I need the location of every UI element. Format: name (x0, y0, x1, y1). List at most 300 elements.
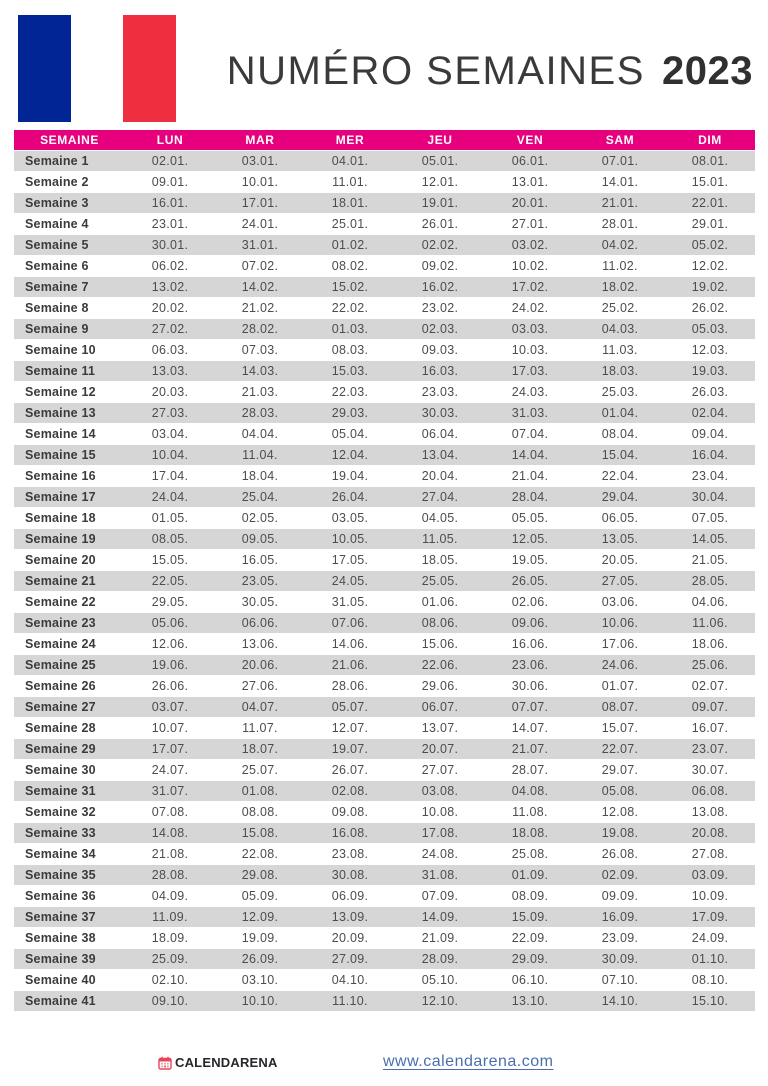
date-cell: 22.09. (511, 931, 549, 945)
table-row (14, 487, 755, 507)
week-label: Semaine 37 (14, 907, 125, 927)
page-title (227, 51, 753, 91)
date-cell: 26.03. (691, 385, 729, 399)
date-cell: 22.04. (601, 469, 639, 483)
table-row (14, 529, 755, 549)
date-cell: 14.03. (215, 361, 305, 381)
date-cell: 30.08. (305, 865, 395, 885)
date-cell: 06.06. (215, 613, 305, 633)
week-label: Semaine 32 (25, 805, 96, 819)
date-cell: 07.04. (511, 427, 549, 441)
week-label: Semaine 8 (25, 301, 89, 315)
date-cell: 15.02. (305, 277, 395, 297)
date-cell: 15.01. (691, 175, 729, 189)
date-cell: 16.07. (691, 721, 729, 735)
date-cell: 02.02. (395, 235, 485, 255)
date-cell: 30.06. (511, 679, 549, 693)
date-cell: 31.01. (215, 235, 305, 255)
date-cell: 24.02. (511, 301, 549, 315)
date-cell: 15.03. (305, 361, 395, 381)
date-cell: 22.08. (241, 847, 279, 861)
page-title-year: 2023 (662, 49, 753, 93)
date-cell: 12.05. (485, 529, 575, 549)
table-row (14, 277, 755, 297)
table-row (14, 424, 755, 444)
date-cell: 21.07. (485, 739, 575, 759)
table-row (14, 466, 755, 486)
date-cell: 18.02. (575, 277, 665, 297)
week-label: Semaine 15 (14, 445, 125, 465)
date-cell: 10.04. (125, 445, 215, 465)
date-cell: 23.04. (691, 469, 729, 483)
date-cell: 13.08. (691, 805, 729, 819)
date-cell: 03.03. (485, 319, 575, 339)
date-cell: 18.06. (691, 637, 729, 651)
table-row (14, 361, 755, 381)
date-cell: 21.08. (151, 847, 189, 861)
table-row (14, 802, 755, 822)
date-cell: 26.04. (305, 487, 395, 507)
date-cell: 26.08. (601, 847, 639, 861)
table-row (14, 508, 755, 528)
date-cell: 16.05. (241, 553, 279, 567)
table-row (14, 172, 755, 192)
table-row (14, 928, 755, 948)
date-cell: 28.01. (601, 217, 639, 231)
date-cell: 14.07. (511, 721, 549, 735)
week-label: Semaine 21 (14, 571, 125, 591)
date-cell: 07.02. (241, 259, 279, 273)
date-cell: 13.04. (395, 445, 485, 465)
date-cell: 01.03. (305, 319, 395, 339)
date-cell: 25.01. (331, 217, 369, 231)
date-cell: 29.03. (305, 403, 395, 423)
date-cell: 23.09. (601, 931, 639, 945)
date-cell: 03.10. (241, 973, 279, 987)
date-cell: 12.06. (151, 637, 189, 651)
date-cell: 25.04. (215, 487, 305, 507)
brand-logo (158, 1055, 278, 1070)
flag-red-stripe (123, 15, 176, 122)
date-cell: 30.01. (125, 235, 215, 255)
week-label: Semaine 25 (14, 655, 125, 675)
table-row (14, 886, 755, 906)
date-cell: 05.02. (665, 235, 755, 255)
date-cell: 24.01. (241, 217, 279, 231)
week-label: Semaine 5 (14, 235, 125, 255)
date-cell: 13.02. (125, 277, 215, 297)
date-cell: 16.03. (395, 361, 485, 381)
date-cell: 02.03. (395, 319, 485, 339)
date-cell: 20.08. (665, 823, 755, 843)
date-cell: 26.09. (215, 949, 305, 969)
date-cell: 28.07. (511, 763, 549, 777)
week-label: Semaine 7 (14, 277, 125, 297)
date-cell: 06.07. (395, 697, 485, 717)
date-cell: 04.06. (691, 595, 729, 609)
date-cell: 27.08. (691, 847, 729, 861)
table-row (14, 382, 755, 402)
date-cell: 21.05. (691, 553, 729, 567)
date-cell: 04.01. (305, 151, 395, 171)
date-cell: 25.08. (511, 847, 549, 861)
week-label: Semaine 29 (14, 739, 125, 759)
week-label: Semaine 35 (14, 865, 125, 885)
table-row (14, 235, 755, 255)
date-cell: 12.10. (395, 991, 485, 1011)
date-cell: 09.02. (421, 259, 459, 273)
date-cell: 09.04. (691, 427, 729, 441)
date-cell: 14.10. (575, 991, 665, 1011)
date-cell: 19.04. (331, 469, 369, 483)
date-cell: 23.07. (665, 739, 755, 759)
date-cell: 22.06. (395, 655, 485, 675)
date-cell: 13.07. (421, 721, 459, 735)
date-cell: 27.06. (241, 679, 279, 693)
date-cell: 13.09. (305, 907, 395, 927)
date-cell: 12.02. (691, 259, 729, 273)
date-cell: 06.09. (331, 889, 369, 903)
date-cell: 08.04. (601, 427, 639, 441)
date-cell: 20.07. (395, 739, 485, 759)
date-cell: 04.02. (575, 235, 665, 255)
date-cell: 01.06. (421, 595, 459, 609)
date-cell: 05.03. (665, 319, 755, 339)
date-cell: 07.01. (575, 151, 665, 171)
week-label: Semaine 9 (14, 319, 125, 339)
week-label: Semaine 23 (14, 613, 125, 633)
date-cell: 28.02. (215, 319, 305, 339)
date-cell: 22.05. (125, 571, 215, 591)
date-cell: 17.07. (125, 739, 215, 759)
date-cell: 17.04. (151, 469, 189, 483)
date-cell: 02.09. (575, 865, 665, 885)
date-cell: 01.10. (665, 949, 755, 969)
date-cell: 17.06. (601, 637, 639, 651)
date-cell: 26.01. (421, 217, 459, 231)
date-cell: 02.06. (511, 595, 549, 609)
date-cell: 28.09. (395, 949, 485, 969)
date-cell: 12.03. (691, 343, 729, 357)
table-row (14, 256, 755, 276)
date-cell: 18.09. (151, 931, 189, 945)
date-cell: 17.09. (665, 907, 755, 927)
date-cell: 24.09. (691, 931, 729, 945)
date-cell: 05.07. (305, 697, 395, 717)
table-row (14, 865, 755, 885)
date-cell: 15.10. (665, 991, 755, 1011)
date-cell: 08.09. (511, 889, 549, 903)
date-cell: 10.03. (511, 343, 549, 357)
date-cell: 24.08. (421, 847, 459, 861)
date-cell: 11.07. (242, 721, 278, 735)
date-cell: 15.05. (151, 553, 189, 567)
date-cell: 15.08. (215, 823, 305, 843)
date-cell: 20.03. (151, 385, 189, 399)
date-cell: 13.01. (511, 175, 549, 189)
date-cell: 28.08. (125, 865, 215, 885)
table-row (14, 445, 755, 465)
date-cell: 16.04. (665, 445, 755, 465)
date-cell: 19.05. (511, 553, 549, 567)
date-cell: 04.03. (575, 319, 665, 339)
date-cell: 13.05. (575, 529, 665, 549)
date-cell: 12.04. (305, 445, 395, 465)
date-cell: 06.03. (151, 343, 189, 357)
date-cell: 24.05. (305, 571, 395, 591)
date-cell: 23.02. (421, 301, 459, 315)
date-cell: 10.06. (575, 613, 665, 633)
date-cell: 18.08. (485, 823, 575, 843)
week-label: Semaine 12 (25, 385, 96, 399)
date-cell: 10.01. (241, 175, 279, 189)
date-cell: 19.06. (125, 655, 215, 675)
week-label: Semaine 31 (14, 781, 125, 801)
date-cell: 18.01. (305, 193, 395, 213)
table-row (14, 592, 755, 612)
date-cell: 24.06. (575, 655, 665, 675)
date-cell: 03.07. (125, 697, 215, 717)
date-cell: 14.01. (601, 175, 639, 189)
table-row (14, 949, 755, 969)
date-cell: 10.09. (691, 889, 729, 903)
table-row (14, 844, 755, 864)
website-link[interactable]: www.calendarena.com (383, 1053, 554, 1070)
date-cell: 11.02. (602, 259, 638, 273)
date-cell: 29.06. (421, 679, 459, 693)
date-cell: 28.03. (215, 403, 305, 423)
date-cell: 29.09. (485, 949, 575, 969)
date-cell: 27.09. (305, 949, 395, 969)
date-cell: 25.02. (601, 301, 639, 315)
date-cell: 11.04. (215, 445, 305, 465)
week-label: Semaine 20 (25, 553, 96, 567)
table-row (14, 151, 755, 171)
date-cell: 26.07. (331, 763, 369, 777)
date-cell: 16.01. (125, 193, 215, 213)
date-cell: 24.04. (125, 487, 215, 507)
date-cell: 19.09. (241, 931, 279, 945)
date-cell: 10.10. (215, 991, 305, 1011)
date-cell: 05.10. (421, 973, 459, 987)
date-cell: 08.02. (331, 259, 369, 273)
date-cell: 09.05. (215, 529, 305, 549)
date-cell: 01.02. (305, 235, 395, 255)
date-cell: 28.05. (665, 571, 755, 591)
date-cell: 07.07. (485, 697, 575, 717)
date-cell: 07.09. (421, 889, 459, 903)
date-cell: 27.05. (575, 571, 665, 591)
date-cell: 10.02. (511, 259, 549, 273)
week-label: Semaine 27 (14, 697, 125, 717)
date-cell: 04.10. (331, 973, 369, 987)
date-cell: 29.01. (691, 217, 729, 231)
flag-blue-stripe (18, 15, 71, 122)
date-cell: 21.02. (241, 301, 279, 315)
page-title-main: NUMÉRO SEMAINES (226, 49, 645, 93)
date-cell: 10.05. (305, 529, 395, 549)
date-cell: 02.08. (305, 781, 395, 801)
week-label: Semaine 2 (25, 175, 89, 189)
date-cell: 14.04. (485, 445, 575, 465)
date-cell: 20.05. (601, 553, 639, 567)
date-cell: 30.07. (691, 763, 729, 777)
week-label: Semaine 33 (14, 823, 125, 843)
table-row (14, 697, 755, 717)
date-cell: 17.03. (485, 361, 575, 381)
date-cell: 24.07. (151, 763, 189, 777)
table-row (14, 613, 755, 633)
table-row (14, 991, 755, 1011)
date-cell: 05.06. (125, 613, 215, 633)
column-header-mar: MAR (215, 130, 305, 150)
table-row (14, 571, 755, 591)
week-label: Semaine 6 (25, 259, 89, 273)
date-cell: 27.07. (421, 763, 459, 777)
column-header-jeu: JEU (395, 130, 485, 150)
week-label: Semaine 36 (25, 889, 96, 903)
date-cell: 09.03. (421, 343, 459, 357)
date-cell: 14.06. (331, 637, 369, 651)
date-cell: 07.05. (691, 511, 729, 525)
week-label: Semaine 34 (25, 847, 96, 861)
date-cell: 01.08. (215, 781, 305, 801)
date-cell: 03.08. (395, 781, 485, 801)
date-cell: 09.01. (151, 175, 189, 189)
week-label: Semaine 40 (25, 973, 96, 987)
date-cell: 16.06. (511, 637, 549, 651)
date-cell: 27.03. (125, 403, 215, 423)
date-cell: 16.02. (395, 277, 485, 297)
date-cell: 03.02. (485, 235, 575, 255)
date-cell: 11.08. (512, 805, 548, 819)
date-cell: 15.07. (601, 721, 639, 735)
week-label: Semaine 18 (25, 511, 96, 525)
week-label: Semaine 3 (14, 193, 125, 213)
calendar-icon (158, 1056, 172, 1070)
date-cell: 25.06. (665, 655, 755, 675)
date-cell: 31.07. (125, 781, 215, 801)
page-footer (0, 1046, 768, 1086)
date-cell: 11.05. (395, 529, 485, 549)
date-cell: 15.09. (485, 907, 575, 927)
date-cell: 24.03. (511, 385, 549, 399)
week-label: Semaine 22 (25, 595, 96, 609)
table-row (14, 403, 755, 423)
table-row (14, 319, 755, 339)
table-row (14, 298, 755, 318)
week-label: Semaine 16 (25, 469, 96, 483)
date-cell: 09.06. (485, 613, 575, 633)
date-cell: 18.03. (575, 361, 665, 381)
week-label: Semaine 28 (25, 721, 96, 735)
date-cell: 01.07. (601, 679, 639, 693)
date-cell: 21.03. (241, 385, 279, 399)
date-cell: 21.06. (305, 655, 395, 675)
week-label: Semaine 14 (25, 427, 96, 441)
date-cell: 11.06. (665, 613, 755, 633)
column-header-dim: DIM (665, 130, 755, 150)
date-cell: 08.03. (331, 343, 369, 357)
date-cell: 14.08. (125, 823, 215, 843)
date-cell: 19.07. (305, 739, 395, 759)
date-cell: 20.06. (215, 655, 305, 675)
week-label: Semaine 30 (25, 763, 96, 777)
table-row (14, 739, 755, 759)
date-cell: 10.08. (421, 805, 459, 819)
table-row (14, 718, 755, 738)
column-header-semaine: SEMAINE (14, 130, 125, 150)
week-label: Semaine 38 (25, 931, 96, 945)
date-cell: 28.04. (485, 487, 575, 507)
column-header-sam: SAM (575, 130, 665, 150)
column-header-ven: VEN (485, 130, 575, 150)
week-label: Semaine 19 (14, 529, 125, 549)
date-cell: 06.04. (421, 427, 459, 441)
date-cell: 04.05. (421, 511, 459, 525)
date-cell: 13.10. (485, 991, 575, 1011)
date-cell: 15.04. (575, 445, 665, 465)
date-cell: 03.05. (331, 511, 369, 525)
date-cell: 01.04. (575, 403, 665, 423)
date-cell: 09.10. (125, 991, 215, 1011)
date-cell: 08.10. (691, 973, 729, 987)
date-cell: 20.09. (331, 931, 369, 945)
date-cell: 23.08. (331, 847, 369, 861)
date-cell: 05.01. (395, 151, 485, 171)
date-cell: 25.07. (241, 763, 279, 777)
date-cell: 07.08. (151, 805, 189, 819)
france-flag (18, 15, 176, 122)
date-cell: 06.08. (665, 781, 755, 801)
table-row (14, 781, 755, 801)
week-label: Semaine 13 (14, 403, 125, 423)
date-cell: 08.08. (241, 805, 279, 819)
week-label: Semaine 17 (14, 487, 125, 507)
date-cell: 27.04. (395, 487, 485, 507)
date-cell: 08.01. (665, 151, 755, 171)
date-cell: 28.06. (331, 679, 369, 693)
date-cell: 05.09. (241, 889, 279, 903)
date-cell: 04.07. (215, 697, 305, 717)
date-cell: 11.03. (602, 343, 638, 357)
table-row (14, 634, 755, 654)
date-cell: 23.06. (485, 655, 575, 675)
date-cell: 26.02. (691, 301, 729, 315)
week-label: Semaine 10 (25, 343, 96, 357)
date-cell: 07.03. (241, 343, 279, 357)
date-cell: 22.02. (331, 301, 369, 315)
week-label: Semaine 26 (25, 679, 96, 693)
date-cell: 02.07. (691, 679, 729, 693)
date-cell: 14.09. (395, 907, 485, 927)
date-cell: 03.09. (665, 865, 755, 885)
date-cell: 21.09. (421, 931, 459, 945)
date-cell: 17.08. (395, 823, 485, 843)
date-cell: 17.01. (215, 193, 305, 213)
date-cell: 12.08. (601, 805, 639, 819)
table-row (14, 193, 755, 213)
date-cell: 05.05. (511, 511, 549, 525)
date-cell: 17.05. (331, 553, 369, 567)
date-cell: 17.02. (485, 277, 575, 297)
date-cell: 01.05. (151, 511, 189, 525)
page-header (0, 0, 768, 130)
date-cell: 18.05. (421, 553, 459, 567)
table-row (14, 760, 755, 780)
date-cell: 02.05. (241, 511, 279, 525)
date-cell: 04.09. (151, 889, 189, 903)
